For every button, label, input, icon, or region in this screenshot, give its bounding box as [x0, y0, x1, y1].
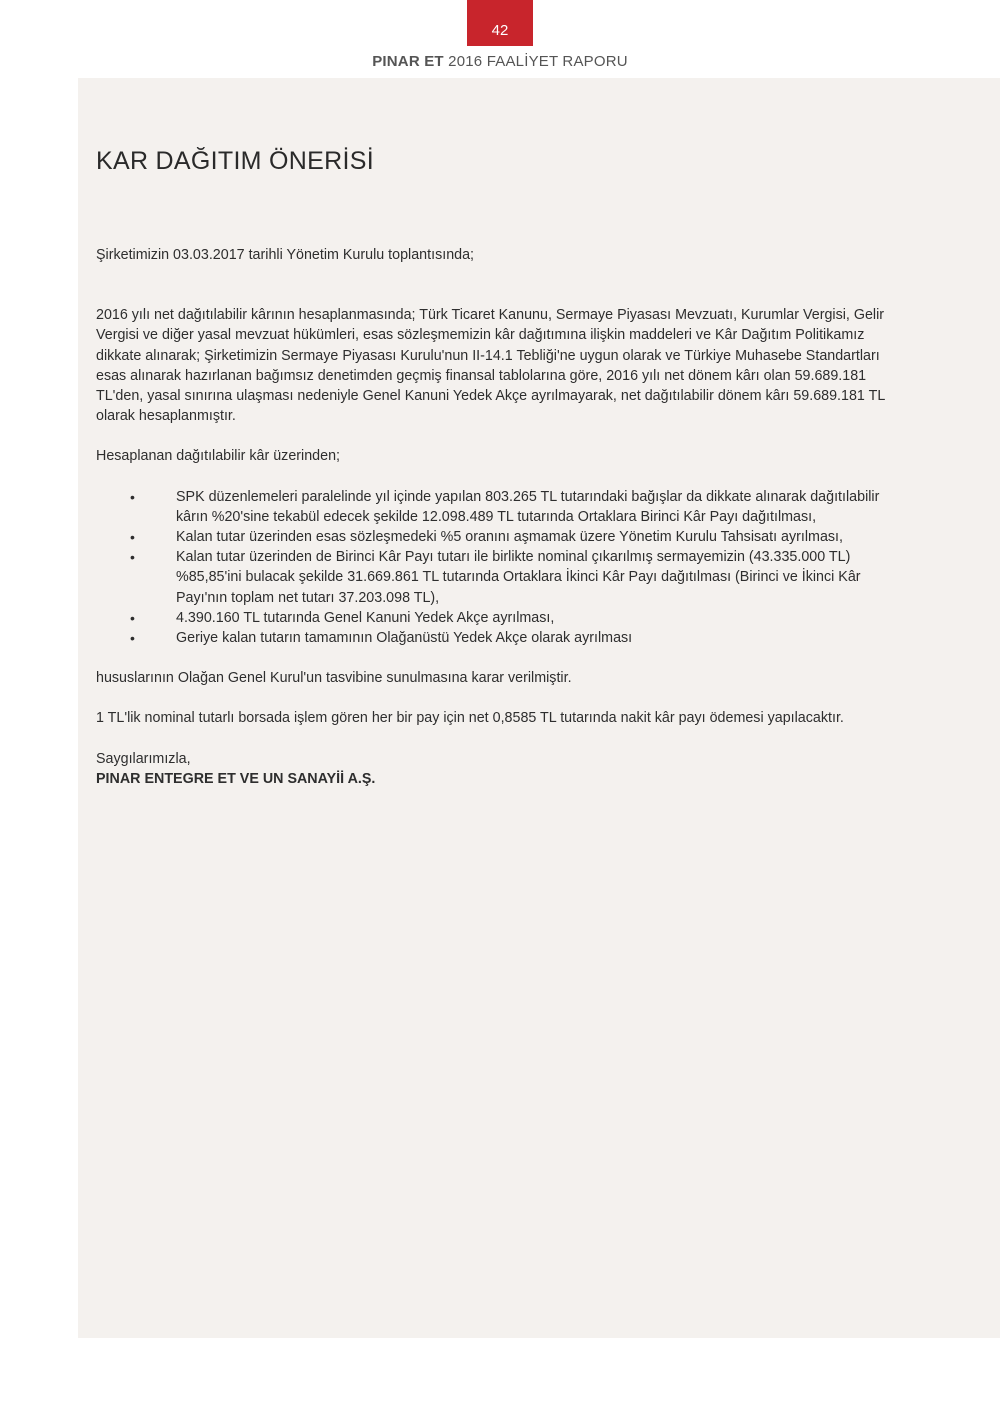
body-paragraph: 2016 yılı net dağıtılabilir kârının hesaplanmasında; Türk Ticaret Kanunu, Sermaye Piyasası Mevzuatı, Kurumlar Vergisi, Gelir Vergisi ve diğer yasal mevzuat hükümleri, esas sözleşmemizin kâr dağıtımına ilişkin maddeleri ve Kâr Dağıtım Politikamız dikkate alınarak; Şirketimizin Sermaye Piyasası Kurulu'nun II-14.1 Tebliği'ne uygun olarak ve Türkiye Muhasebe Standartları esas alınarak hazırlanan bağımsız denetimden geçmiş finansal tablolarına göre, 2016 yılı net dönem kârı olan 59.689.181 TL'den, yasal sınırına ulaşması nedeniyle Genel Kanuni Yedek Akçe ayrılmayarak, net dağıtılabilir dönem kârı 59.689.181 TL olarak hesaplanmıştır. — [96, 307, 885, 425]
intro-paragraph: Şirketimizin 03.03.2017 tarihli Yönetim Kurulu toplantısında; — [96, 247, 475, 263]
list-item: • Kalan tutar üzerinden de Birinci Kâr Payı tutarı ile birlikte nominal çıkarılmış sermayemizin (43.335.000 TL) %85,85'ini bulacak şekilde 31.669.861 TL tutarında Ortaklara İkinci Kâr Payı dağıtılması (Birinci ve İkinci Kâr Payı'nın toplam net tutarı 37.203.098 TL), — [96, 547, 896, 608]
page-number-tab — [467, 0, 533, 46]
header-report-title: 2016 FAALİYET RAPORU — [448, 53, 628, 70]
list-item: • Kalan tutar üzerinden esas sözleşmedeki %5 oranını aşmamak üzere Yönetim Kurulu Tahsisatı ayrılması, — [96, 527, 896, 547]
list-item: • Geriye kalan tutarın tamamının Olağanüstü Yedek Akçe olarak ayrılması — [96, 628, 896, 648]
lead-paragraph: Hesaplanan dağıtılabilir kâr üzerinden; — [96, 448, 340, 465]
header-brand: PINAR ET — [372, 53, 444, 70]
distribution-list — [96, 487, 896, 649]
company-signature: PINAR ENTEGRE ET VE UN SANAYİİ A.Ş. — [96, 770, 376, 787]
closing-salutation: Saygılarımızla, — [96, 750, 191, 767]
conclusion-paragraph: hususlarının Olağan Genel Kurul'un tasvibine sunulmasına karar verilmiştir. — [96, 670, 572, 687]
page-number: 42 — [491, 22, 509, 39]
list-item: • 4.390.160 TL tutarında Genel Kanuni Yedek Akçe ayrılması, — [96, 608, 896, 628]
list-item: • SPK düzenlemeleri paralelinde yıl içinde yapılan 803.265 TL tutarındaki bağışlar da dikkate alınarak dağıtılabilir kârın %20'sine tekabül edecek şekilde 12.098.489 TL tutarında Ortaklara Birinci Kâr Payı dağıtılması, — [96, 487, 896, 527]
page-title: KAR DAĞITIM ÖNERİSİ — [96, 147, 374, 175]
report-header — [0, 53, 1000, 70]
document-content — [96, 145, 896, 789]
dividend-note: 1 TL'lik nominal tutarlı borsada işlem gören her bir pay için net 0,8585 TL tutarında nakit kâr payı ödemesi yapılacaktır. — [96, 710, 844, 727]
